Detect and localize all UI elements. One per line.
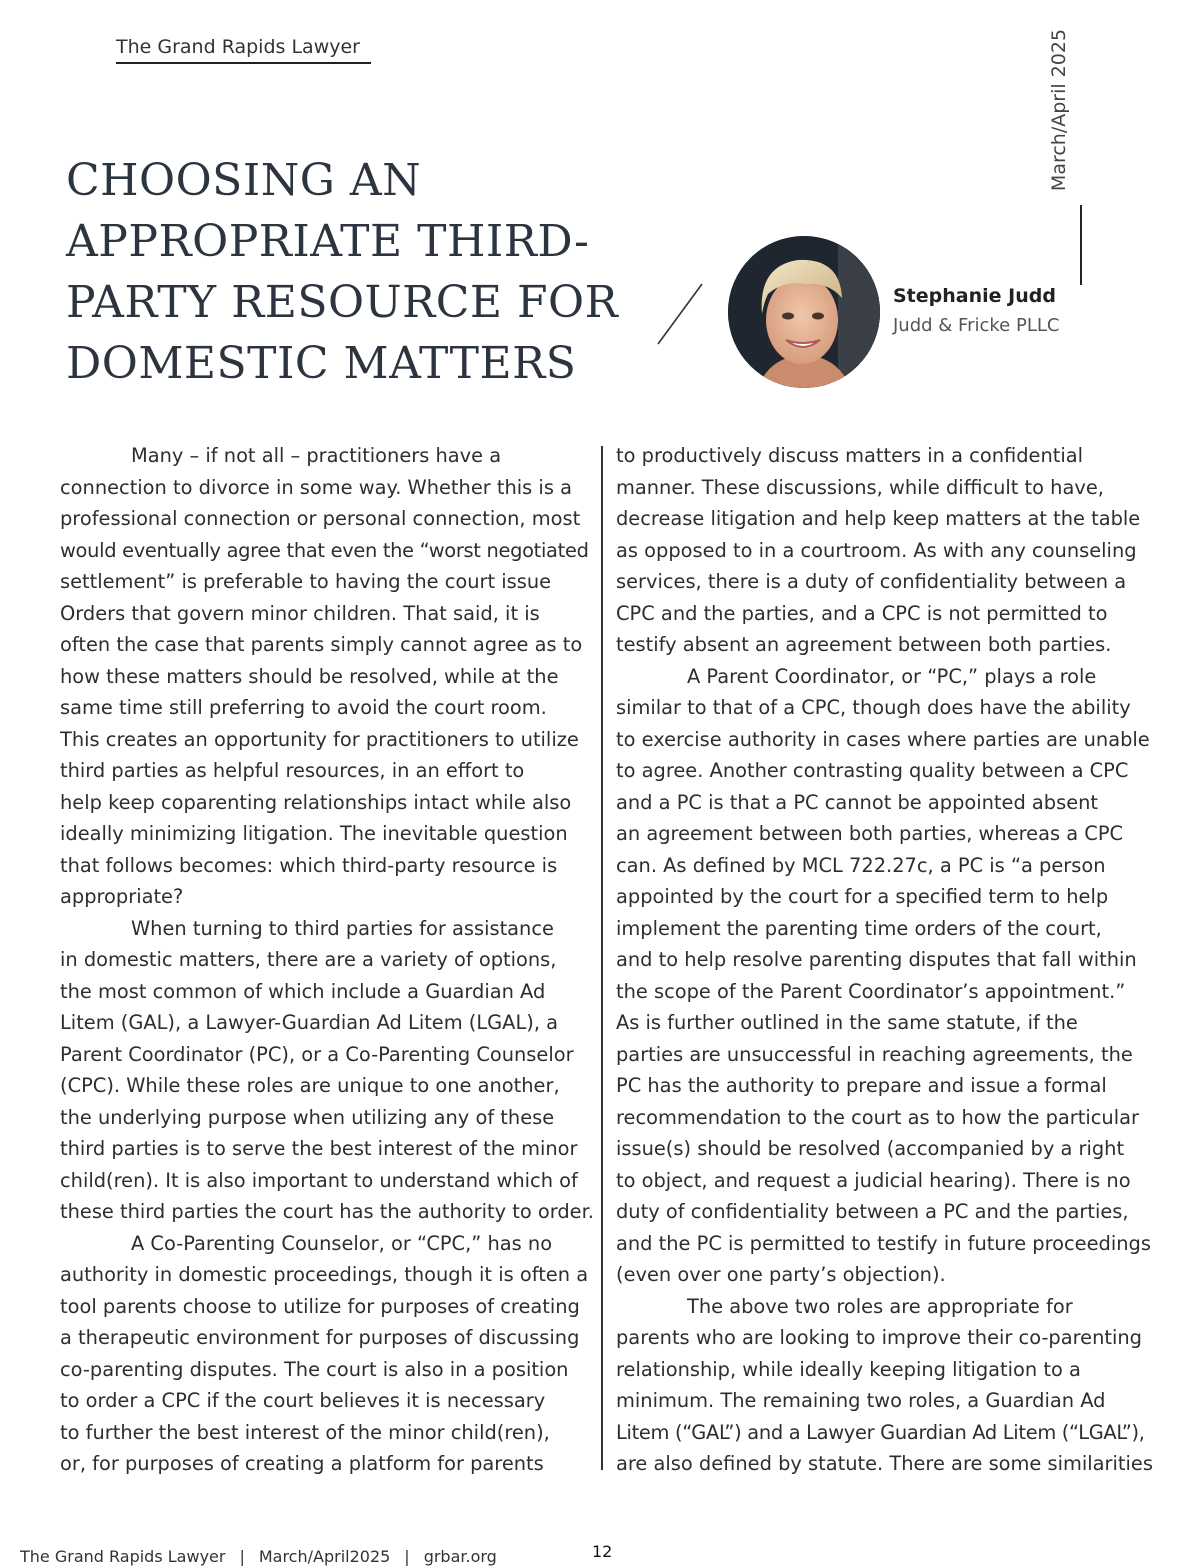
body-text-line: the scope of the Parent Coordinator’s appointment.” bbox=[616, 979, 1126, 1003]
body-text-line: parents who are looking to improve their co-parenting bbox=[616, 1326, 1142, 1349]
body-text-line: the underlying purpose when utilizing any of these bbox=[60, 1105, 555, 1129]
body-text-line: testify absent an agreement between both parties. bbox=[616, 633, 1112, 656]
body-text-line: (even over one party’s objection). bbox=[616, 1263, 946, 1286]
author-portrait-icon bbox=[728, 236, 880, 388]
page-number: 12 bbox=[592, 1542, 613, 1561]
body-text-line: (CPC). While these roles are unique to one another, bbox=[60, 1074, 560, 1097]
column-divider bbox=[601, 446, 603, 1470]
body-text-line: settlement” is preferable to having the court issue bbox=[60, 570, 552, 593]
body-text-line: The above two roles are appropriate for bbox=[687, 1294, 1073, 1318]
body-text-line: tool parents choose to utilize for purposes of creating bbox=[60, 1294, 580, 1318]
body-text-line: often the case that parents simply cannot agree as to bbox=[60, 633, 583, 656]
body-text-line: to productively discuss matters in a confidential bbox=[616, 444, 1083, 467]
body-text-line: to object, and request a judicial hearing). There is no bbox=[616, 1168, 1131, 1192]
body-text-line: can. As defined by MCL 722.27c, a PC is “a person bbox=[616, 853, 1106, 877]
body-text-line: Orders that govern minor children. That said, it is bbox=[60, 601, 540, 625]
body-text-line: co-parenting disputes. The court is also in a position bbox=[60, 1357, 569, 1381]
footer-separator: | bbox=[404, 1547, 410, 1566]
author-avatar bbox=[728, 236, 880, 388]
body-text-line: Litem (“GAL”) and a Lawyer Guardian Ad Litem (“LGAL”), bbox=[616, 1420, 1145, 1444]
body-text-line: appointed by the court for a specified term to help bbox=[616, 885, 1109, 908]
body-text-line: minimum. The remaining two roles, a Guardian Ad bbox=[616, 1389, 1106, 1412]
body-text-line: and a PC is that a PC cannot be appointed absent bbox=[616, 790, 1099, 814]
body-text-line: implement the parenting time orders of the court, bbox=[616, 916, 1102, 940]
body-text-line: to further the best interest of the minor child(ren), bbox=[60, 1420, 550, 1444]
body-text-line: child(ren). It is also important to understand which of bbox=[60, 1168, 578, 1192]
footer-publication: The Grand Rapids Lawyer bbox=[20, 1547, 226, 1566]
header-rule bbox=[116, 62, 371, 64]
body-text-line: relationship, while ideally keeping litigation to a bbox=[616, 1357, 1081, 1381]
body-text-line: This creates an opportunity for practitioners to utilize bbox=[60, 727, 579, 751]
body-text-line: and the PC is permitted to testify in future proceedings bbox=[616, 1231, 1151, 1255]
body-text-line: to exercise authority in cases where parties are unable bbox=[616, 727, 1150, 751]
page-footer bbox=[20, 1547, 497, 1566]
body-text-line: similar to that of a CPC, though does have the ability bbox=[616, 696, 1131, 719]
body-text-line: connection to divorce in some way. Whether this is a bbox=[60, 475, 572, 499]
title-line: DOMESTIC MATTERS bbox=[66, 338, 577, 389]
body-text-line: As is further outlined in the same statute, if the bbox=[616, 1011, 1078, 1034]
body-text-line: PC has the authority to prepare and issue a formal bbox=[616, 1074, 1107, 1097]
body-column-right bbox=[616, 440, 1156, 1480]
body-text-line: Parent Coordinator (PC), or a Co-Parenting Counselor bbox=[60, 1042, 574, 1066]
body-column-left bbox=[60, 440, 595, 1480]
body-text-line: in domestic matters, there are a variety of options, bbox=[60, 948, 557, 971]
body-text-line: a therapeutic environment for purposes of discussing bbox=[60, 1326, 580, 1349]
footer-separator: | bbox=[239, 1547, 245, 1566]
body-text-line: authority in domestic proceedings, though it is often a bbox=[60, 1263, 589, 1286]
body-text-line: When turning to third parties for assistance bbox=[131, 916, 554, 940]
body-text-line: would eventually agree that even the “worst negotiated bbox=[60, 538, 589, 562]
title-line: CHOOSING AN bbox=[66, 155, 422, 206]
body-text-line: A Parent Coordinator, or “PC,” plays a role bbox=[687, 664, 1097, 688]
body-text-line: and to help resolve parenting disputes that fall within bbox=[616, 948, 1137, 971]
title-slash-divider bbox=[655, 282, 705, 346]
body-text-line: parties are unsuccessful in reaching agreements, the bbox=[616, 1042, 1133, 1066]
body-text-line: professional connection or personal connection, most bbox=[60, 507, 581, 530]
body-text-line: help keep coparenting relationships intact while also bbox=[60, 790, 572, 814]
body-text-line: Many – if not all – practitioners have a bbox=[131, 444, 502, 467]
body-text-line: to agree. Another contrasting quality between a CPC bbox=[616, 759, 1129, 782]
body-text-line: ideally minimizing litigation. The inevitable question bbox=[60, 822, 568, 845]
body-text-line: how these matters should be resolved, while at the bbox=[60, 664, 559, 688]
body-text-line: to order a CPC if the court believes it is necessary bbox=[60, 1389, 546, 1412]
body-text-line: duty of confidentiality between a PC and the parties, bbox=[616, 1200, 1129, 1223]
body-text-line: these third parties the court has the authority to order. bbox=[60, 1200, 594, 1223]
body-text-line: manner. These discussions, while difficult to have, bbox=[616, 475, 1104, 499]
body-text-line: or, for purposes of creating a platform for parents bbox=[60, 1452, 544, 1475]
body-text-line: same time still preferring to avoid the court room. bbox=[60, 696, 547, 719]
body-text-line: appropriate? bbox=[60, 885, 184, 908]
body-text-line: decrease litigation and help keep matters at the table bbox=[616, 507, 1141, 530]
body-text-line: an agreement between both parties, whereas a CPC bbox=[616, 822, 1124, 845]
title-line: APPROPRIATE THIRD- bbox=[66, 216, 590, 267]
body-text-line: A Co-Parenting Counselor, or “CPC,” has no bbox=[131, 1231, 553, 1255]
body-text-line: third parties as helpful resources, in an effort to bbox=[60, 759, 525, 782]
body-text-line: recommendation to the court as to how the particular bbox=[616, 1105, 1139, 1129]
footer-issue: March/April2025 bbox=[258, 1547, 391, 1566]
issue-date-text: March/April 2025 bbox=[1048, 28, 1070, 192]
article-title bbox=[66, 150, 666, 394]
body-text-line: third parties is to serve the best interest of the minor bbox=[60, 1137, 578, 1160]
title-line: PARTY RESOURCE FOR bbox=[66, 277, 619, 328]
body-text-line: as opposed to in a courtroom. As with any counseling bbox=[616, 538, 1137, 562]
running-header: The Grand Rapids Lawyer bbox=[116, 36, 360, 58]
body-text-line: the most common of which include a Guardian Ad bbox=[60, 979, 546, 1003]
body-text-line: services, there is a duty of confidentiality between a bbox=[616, 570, 1127, 593]
body-text-line: Litem (GAL), a Lawyer-Guardian Ad Litem (LGAL), a bbox=[60, 1011, 559, 1034]
body-text-line: are also defined by statute. There are some similarities bbox=[616, 1452, 1153, 1475]
body-text-line: CPC and the parties, and a CPC is not permitted to bbox=[616, 601, 1108, 625]
footer-website[interactable]: grbar.org bbox=[423, 1547, 497, 1566]
author-firm: Judd & Fricke PLLC bbox=[893, 315, 1060, 336]
body-text-line: issue(s) should be resolved (accompanied by a right bbox=[616, 1137, 1125, 1160]
body-text-line: that follows becomes: which third-party resource is bbox=[60, 853, 558, 877]
author-name: Stephanie Judd bbox=[893, 285, 1056, 307]
vertical-rule bbox=[1080, 205, 1082, 285]
